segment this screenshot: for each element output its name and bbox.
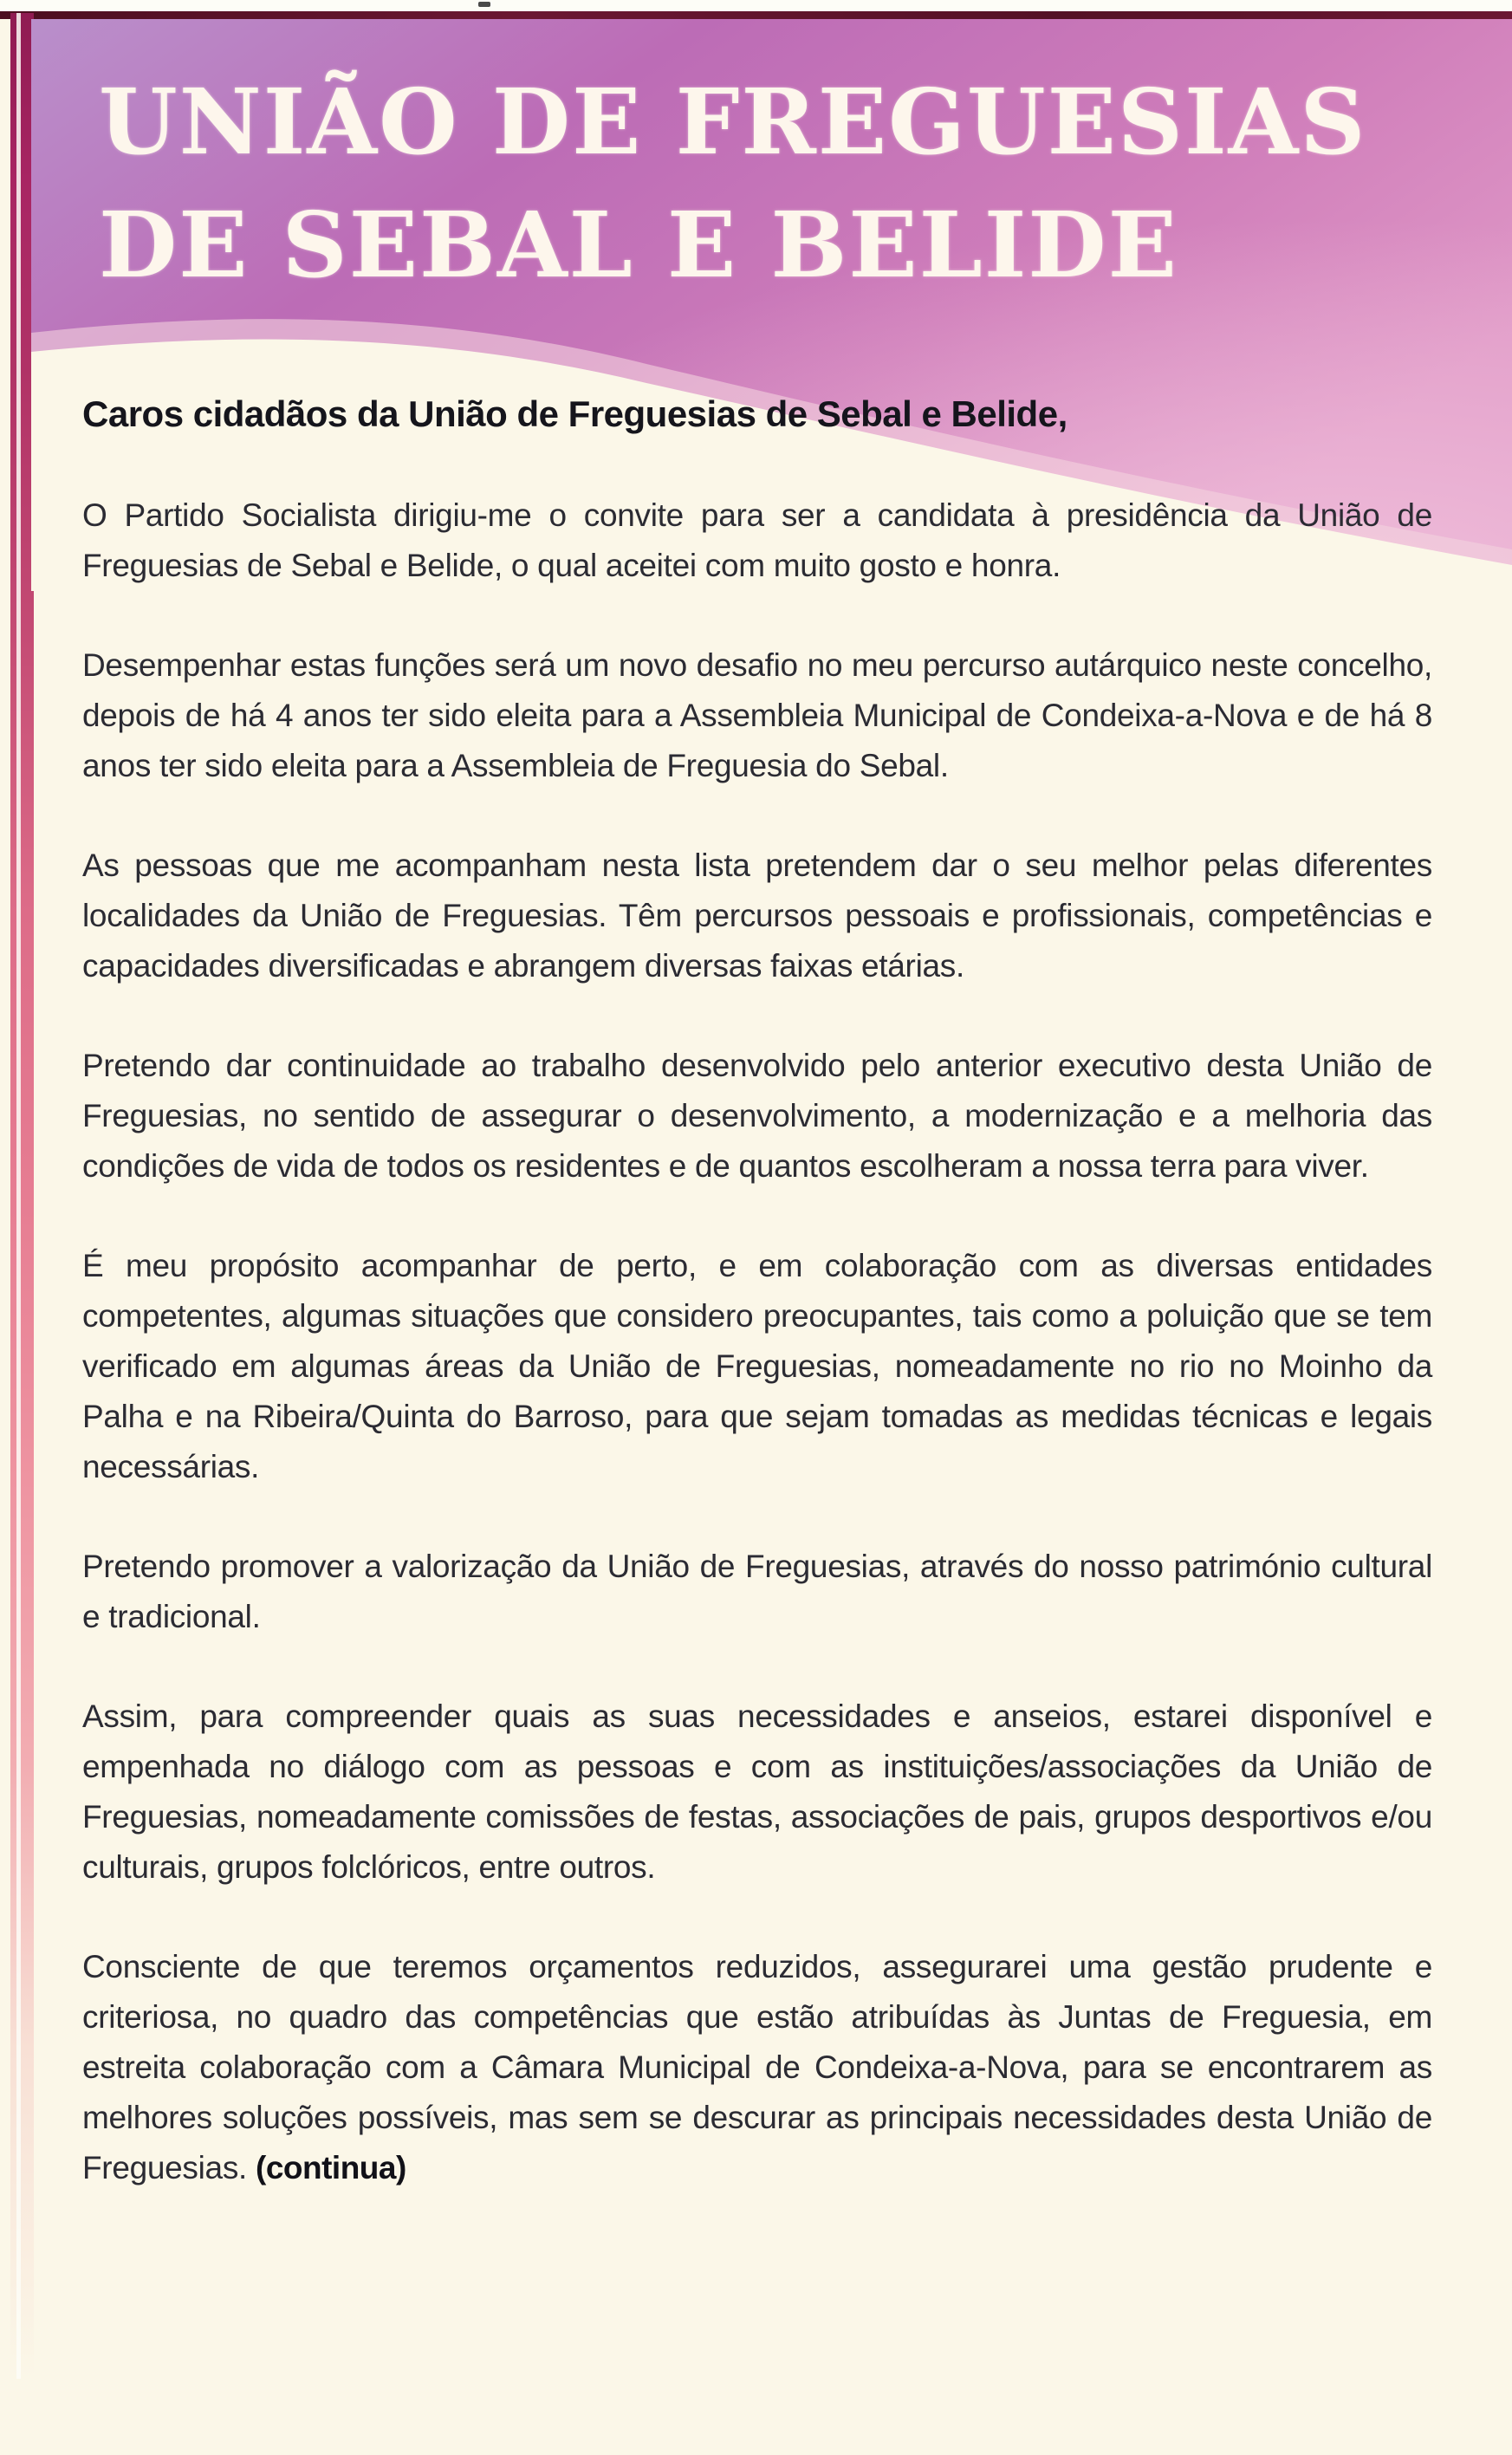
salutation: Caros cidadãos da União de Freguesias de Sebal e Belide, bbox=[82, 393, 1067, 434]
scan-top-edge bbox=[0, 0, 1512, 11]
page-title-line1: UNIÃO DE FREGUESIAS bbox=[99, 68, 1367, 175]
paragraph-8 bbox=[82, 1942, 1432, 2193]
continua-label: (continua) bbox=[256, 2150, 406, 2185]
paragraph-1: O Partido Socialista dirigiu-me o convite para ser a candidata à presidência da União de Freguesias de Sebal e Belide, o qual aceitei com muito gosto e honra. bbox=[82, 497, 1432, 583]
page-title bbox=[99, 61, 1366, 307]
letter-body bbox=[82, 392, 1432, 2193]
paragraph-5: É meu propósito acompanhar de perto, e em colaboração com as diversas entidades competentes, algumas situações que considero preocupantes, tais como a poluição que se tem verificado em algumas áreas da União de Freguesias, nomeadamente no rio no Moinho da Palha e na Ribeira/Quinta do Barroso, para que sejam tomadas as medidas técnicas e legais necessárias. bbox=[82, 1248, 1432, 1484]
paragraph-2: Desempenhar estas funções será um novo desafio no meu percurso autárquico neste concelho, depois de há 4 anos ter sido eleita para a Assembleia Municipal de Condeixa-a-Nova e de há 8 anos ter sido eleita para a Assembleia de Freguesia do Sebal. bbox=[82, 647, 1432, 783]
scan-left-page-edge bbox=[10, 13, 34, 2379]
paragraph-7: Assim, para compreender quais as suas necessidades e anseios, estarei disponível e empenhada no diálogo com as pessoas e com as instituições/associações da União de Freguesias, nomeadamente comissões de festas, associações de pais, grupos desportivos e/ou culturais, grupos folclóricos, entre outros. bbox=[82, 1698, 1432, 1885]
scan-left-edge-highlight bbox=[16, 13, 21, 2379]
paragraph-8-text: Consciente de que teremos orçamentos reduzidos, assegurarei uma gestão prudente e criteriosa, no quadro das competências que estão atribuídas às Juntas de Freguesia, em estreita colaboração com a Câmara Municipal de Condeixa-a-Nova, para se encontrarem as melhores soluções possíveis, mas sem se descurar as principais necessidades desta União de Freguesias. bbox=[82, 1949, 1432, 2185]
scan-artifact-tick bbox=[478, 2, 490, 7]
paragraph-6: Pretendo promover a valorização da União de Freguesias, através do nosso património cultural e tradicional. bbox=[82, 1549, 1432, 1634]
page-fold-line bbox=[0, 11, 1512, 19]
page-title-line2: DE SEBAL E BELIDE bbox=[99, 192, 1178, 298]
paragraph-4: Pretendo dar continuidade ao trabalho desenvolvido pelo anterior executivo desta União de Freguesias, no sentido de assegurar o desenvolvimento, a modernização e a melhoria das condições de vida de todos os residentes e de quantos escolheram a nossa terra para viver. bbox=[82, 1048, 1432, 1184]
paragraph-3: As pessoas que me acompanham nesta lista pretendem dar o seu melhor pelas diferentes localidades da União de Freguesias. Têm percursos pessoais e profissionais, competências e capacidades diversificadas e abrangem diversas faixas etárias. bbox=[82, 848, 1432, 984]
